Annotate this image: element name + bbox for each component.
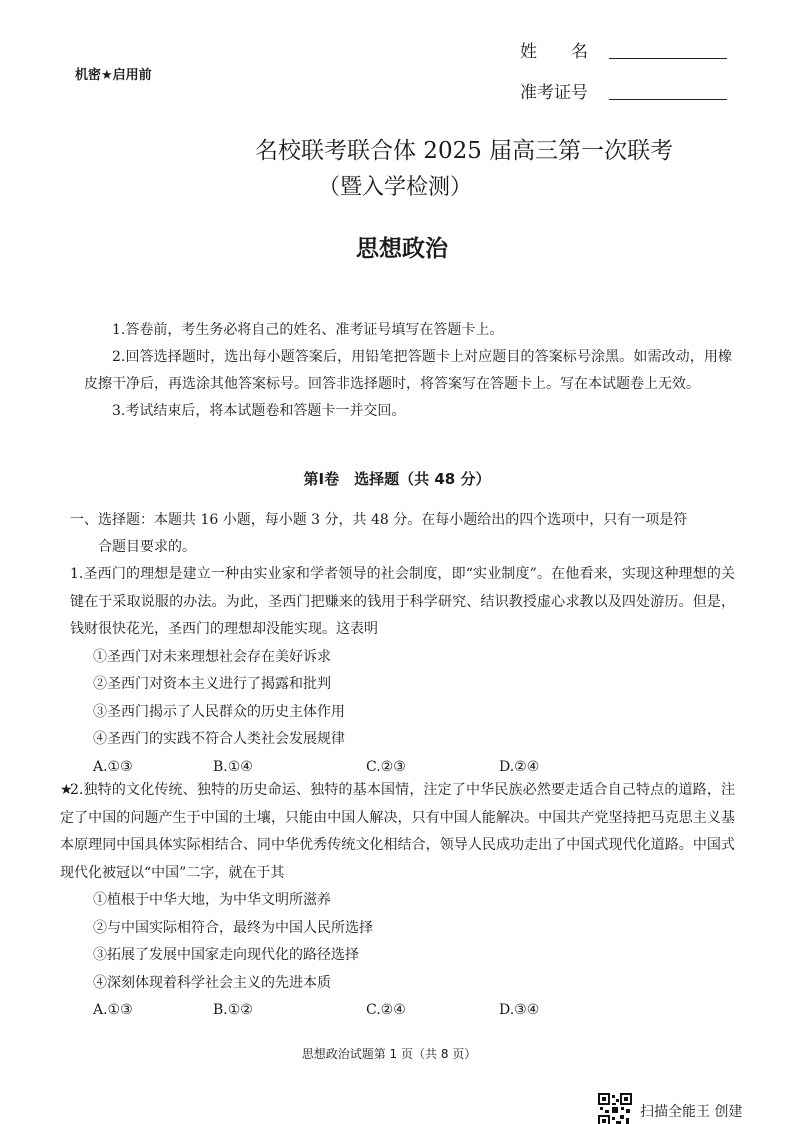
question-2-option-4: ④深刻体现着科学社会主义的先进本质 bbox=[93, 974, 331, 991]
question-2-choices bbox=[70, 997, 735, 1025]
name-label: 姓 名 bbox=[520, 42, 588, 62]
question-2-body bbox=[60, 887, 735, 1025]
question-1-choice-d: D.②④ bbox=[499, 758, 540, 775]
instructions bbox=[84, 317, 732, 425]
subject-title: 思想政治 bbox=[356, 236, 448, 262]
question-1-option-2: ②圣西门对资本主义进行了揭露和批判 bbox=[93, 676, 331, 692]
part-heading-line-2: 合题目要求的。 bbox=[98, 539, 196, 555]
part-heading-line-1: 一、选择题：本题共 16 小题，每小题 3 分，共 48 分。在每小题给出的四个选项中，只有一项是符 bbox=[70, 512, 688, 528]
name-blank-line bbox=[609, 58, 727, 59]
question-1-option-4: ④圣西门的实践不符合人类社会发展规律 bbox=[93, 731, 345, 747]
question-2 bbox=[60, 777, 735, 1025]
question-1-choice-b: B.①④ bbox=[213, 758, 253, 775]
exam-id-field bbox=[520, 78, 727, 103]
exam-id-blank-line bbox=[609, 99, 727, 100]
question-2-choice-d: D.③④ bbox=[499, 1002, 540, 1018]
question-2-option-3: ③拓展了发展中国家走向现代化的路径选择 bbox=[93, 947, 359, 963]
question-2-option-1: ①植根于中华大地，为中华文明所滋养 bbox=[93, 892, 331, 908]
instruction-3: 3.考试结束后，将本试题卷和答题卡一并交回。 bbox=[112, 403, 406, 419]
scanner-watermark: 扫描全能王 创建 bbox=[640, 1104, 743, 1120]
confidential-label: 机密★启用前 bbox=[75, 68, 152, 83]
question-1-choice-c: C.②③ bbox=[366, 758, 406, 775]
star-icon: ★ bbox=[60, 782, 73, 798]
question-1-option-3: ③圣西门揭示了人民群众的历史主体作用 bbox=[93, 703, 345, 720]
question-2-option-2: ②与中国实际相符合，最终为中国人民所选择 bbox=[93, 919, 373, 936]
page-footer: 思想政治试题第 1 页（共 8 页） bbox=[301, 1047, 477, 1061]
question-1-choice-a: A.①③ bbox=[93, 758, 133, 775]
name-field bbox=[520, 37, 727, 62]
question-1 bbox=[70, 561, 735, 781]
exam-subtitle: （暨入学检测） bbox=[318, 175, 473, 200]
exam-title: 名校联考联合体 2025 届高三第一次联考 bbox=[255, 138, 674, 164]
instruction-1: 1.答卷前，考生务必将自己的姓名、准考证号填写在答题卡上。 bbox=[112, 322, 504, 338]
question-1-stem: 1.圣西门的理想是建立一种由实业家和学者领导的社会制度，即“实业制度”。在他看来，实现这种理想的关键在于采取说服的办法。为此，圣西门把赚来的钱用于科学研究、结识教授虚心求教以及四处游历。但是，钱财很快花光，圣西门的理想却没能实现。这表明 bbox=[70, 566, 735, 637]
question-2-choice-a: A.①③ bbox=[93, 1002, 133, 1018]
question-2-stem-wrap bbox=[60, 777, 735, 887]
question-1-option-1: ①圣西门对未来理想社会存在美好诉求 bbox=[93, 648, 331, 665]
exam-id-label: 准考证号 bbox=[520, 83, 588, 103]
question-2-choice-b: B.①② bbox=[213, 1002, 253, 1018]
question-2-stem: 2.独特的文化传统、独特的历史命运、独特的基本国情，注定了中华民族必然要走适合自己特点的道路，注定了中国的问题产生于中国的土壤，只能由中国人解决，只有中国人能解决。中国共产党坚持把马克思主义基本原理同中国具体实际相结合、同中华优秀传统文化相结合，领导人民成功走出了中国式现代化道路。中国式现代化被冠以“中国”二字，就在于其 bbox=[60, 782, 735, 881]
part-heading bbox=[70, 507, 735, 561]
question-2-choice-c: C.②④ bbox=[366, 1002, 406, 1018]
instruction-2: 2.回答选择题时，选出每小题答案后，用铅笔把答题卡上对应题目的答案标号涂黑。如需改动，用橡皮擦干净后，再选涂其他答案标号。回答非选择题时，将答案写在答题卡上。写在本试题卷上无效。 bbox=[84, 349, 732, 392]
section-title: 第Ⅰ卷 选择题（共 48 分） bbox=[303, 470, 491, 488]
qr-code-icon bbox=[598, 1093, 632, 1124]
